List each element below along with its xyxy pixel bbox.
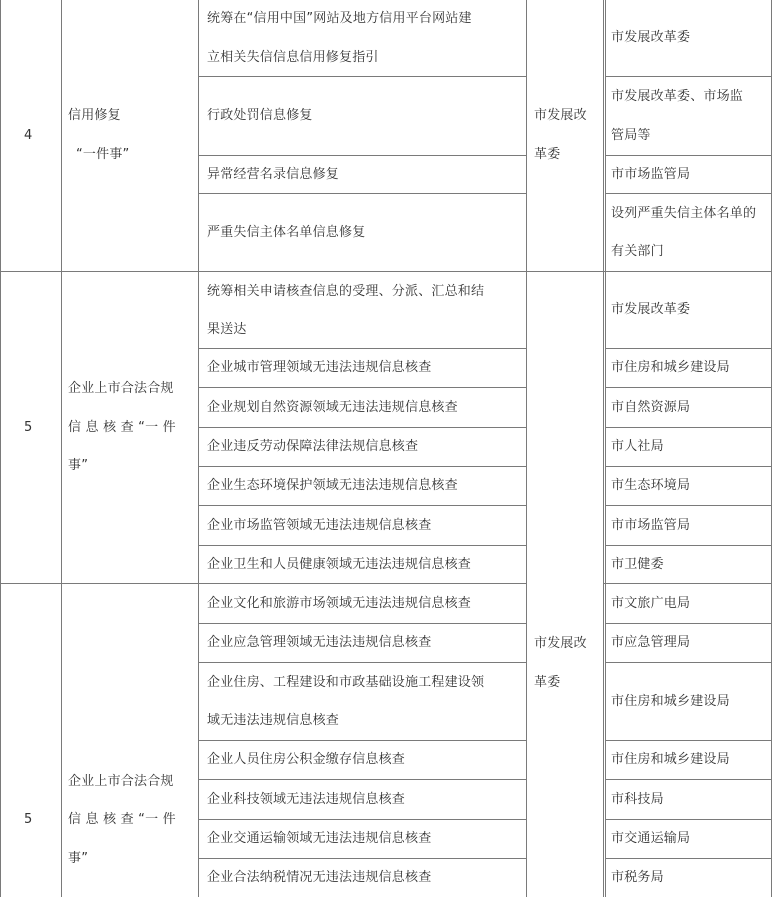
task-text: 企业规划自然资源领域无违法违规信息核查 (207, 400, 458, 415)
task-text: 企业市场监管领域无违法违规信息核查 (207, 518, 432, 533)
item-name: “一件事” (76, 147, 130, 162)
task-text: 统筹相关申请核查信息的受理、分派、汇总和结 (207, 284, 485, 299)
task-text: 企业卫生和人员健康领域无违法违规信息核查 (207, 557, 472, 572)
task-text: 统筹在“信用中国”网站及地方信用平台网站建 (207, 11, 472, 26)
task-text: 严重失信主体名单信息修复 (207, 225, 366, 240)
task-text: 立相关失信信息信用修复指引 (207, 50, 379, 65)
dept-text: 市住房和城乡建设局 (611, 752, 730, 767)
dept-text: 设列严重失信主体名单的 (611, 206, 757, 221)
lead-dept: 革委 (534, 675, 561, 690)
dept-text: 市交通运输局 (611, 831, 691, 846)
task-text: 行政处罚信息修复 (207, 108, 313, 123)
column-divider (198, 0, 199, 897)
task-text: 企业交通运输领域无违法违规信息核查 (207, 831, 432, 846)
dept-text: 市人社局 (611, 439, 664, 454)
dept-text: 市卫健委 (611, 557, 664, 572)
task-text: 企业合法纳税情况无违法违规信息核查 (207, 870, 432, 885)
dept-text: 市住房和城乡建设局 (611, 360, 730, 375)
dept-text: 管局等 (611, 128, 651, 143)
row-number: 4 (24, 128, 33, 143)
dept-text: 市应急管理局 (611, 635, 691, 650)
task-text: 企业应急管理领域无违法违规信息核查 (207, 635, 432, 650)
dept-text: 市发展改革委、市场监 (611, 89, 744, 104)
dept-text: 市发展改革委 (611, 30, 691, 45)
dept-text: 市生态环境局 (611, 478, 691, 493)
column-divider (61, 0, 62, 897)
table-border-left (0, 0, 1, 897)
item-name: 信用修复 (68, 108, 121, 123)
row-number: 5 (24, 812, 33, 827)
dept-text: 市市场监管局 (611, 518, 691, 533)
task-text: 企业人员住房公积金缴存信息核查 (207, 752, 406, 767)
row-divider (605, 662, 772, 663)
column-divider (605, 0, 606, 897)
dept-text: 市发展改革委 (611, 302, 691, 317)
dept-text: 市科技局 (611, 792, 664, 807)
task-text: 企业住房、工程建设和市政基础设施工程建设领 (207, 675, 485, 690)
task-text: 企业城市管理领域无违法违规信息核查 (207, 360, 432, 375)
column-divider (526, 0, 527, 897)
task-text: 企业违反劳动保障法律法规信息核查 (207, 439, 419, 454)
dept-text: 市文旅广电局 (611, 596, 691, 611)
task-text: 企业生态环境保护领域无违法违规信息核查 (207, 478, 458, 493)
task-text: 果送达 (207, 322, 247, 337)
dept-text: 市自然资源局 (611, 400, 691, 415)
task-text: 域无违法违规信息核查 (207, 713, 340, 728)
item-name: 信 息 核 查 “一 件 (68, 812, 176, 827)
item-name: 企业上市合法合规 (68, 381, 174, 396)
dept-text: 有关部门 (611, 244, 664, 259)
dept-text: 市住房和城乡建设局 (611, 694, 730, 709)
item-name: 事” (68, 851, 89, 866)
item-name: 事” (68, 458, 89, 473)
table-border-right (771, 0, 772, 897)
lead-dept: 市发展改 (534, 108, 587, 123)
item-name: 信 息 核 查 “一 件 (68, 420, 176, 435)
lead-dept: 革委 (534, 147, 561, 162)
task-text: 企业文化和旅游市场领域无违法违规信息核查 (207, 596, 472, 611)
dept-text: 市市场监管局 (611, 167, 691, 182)
task-text: 异常经营名录信息修复 (207, 167, 340, 182)
dept-text: 市税务局 (611, 870, 664, 885)
lead-dept: 市发展改 (534, 636, 587, 651)
item-name: 企业上市合法合规 (68, 774, 174, 789)
row-number: 5 (24, 420, 33, 435)
column-divider (603, 0, 604, 897)
task-text: 企业科技领域无违法违规信息核查 (207, 792, 406, 807)
